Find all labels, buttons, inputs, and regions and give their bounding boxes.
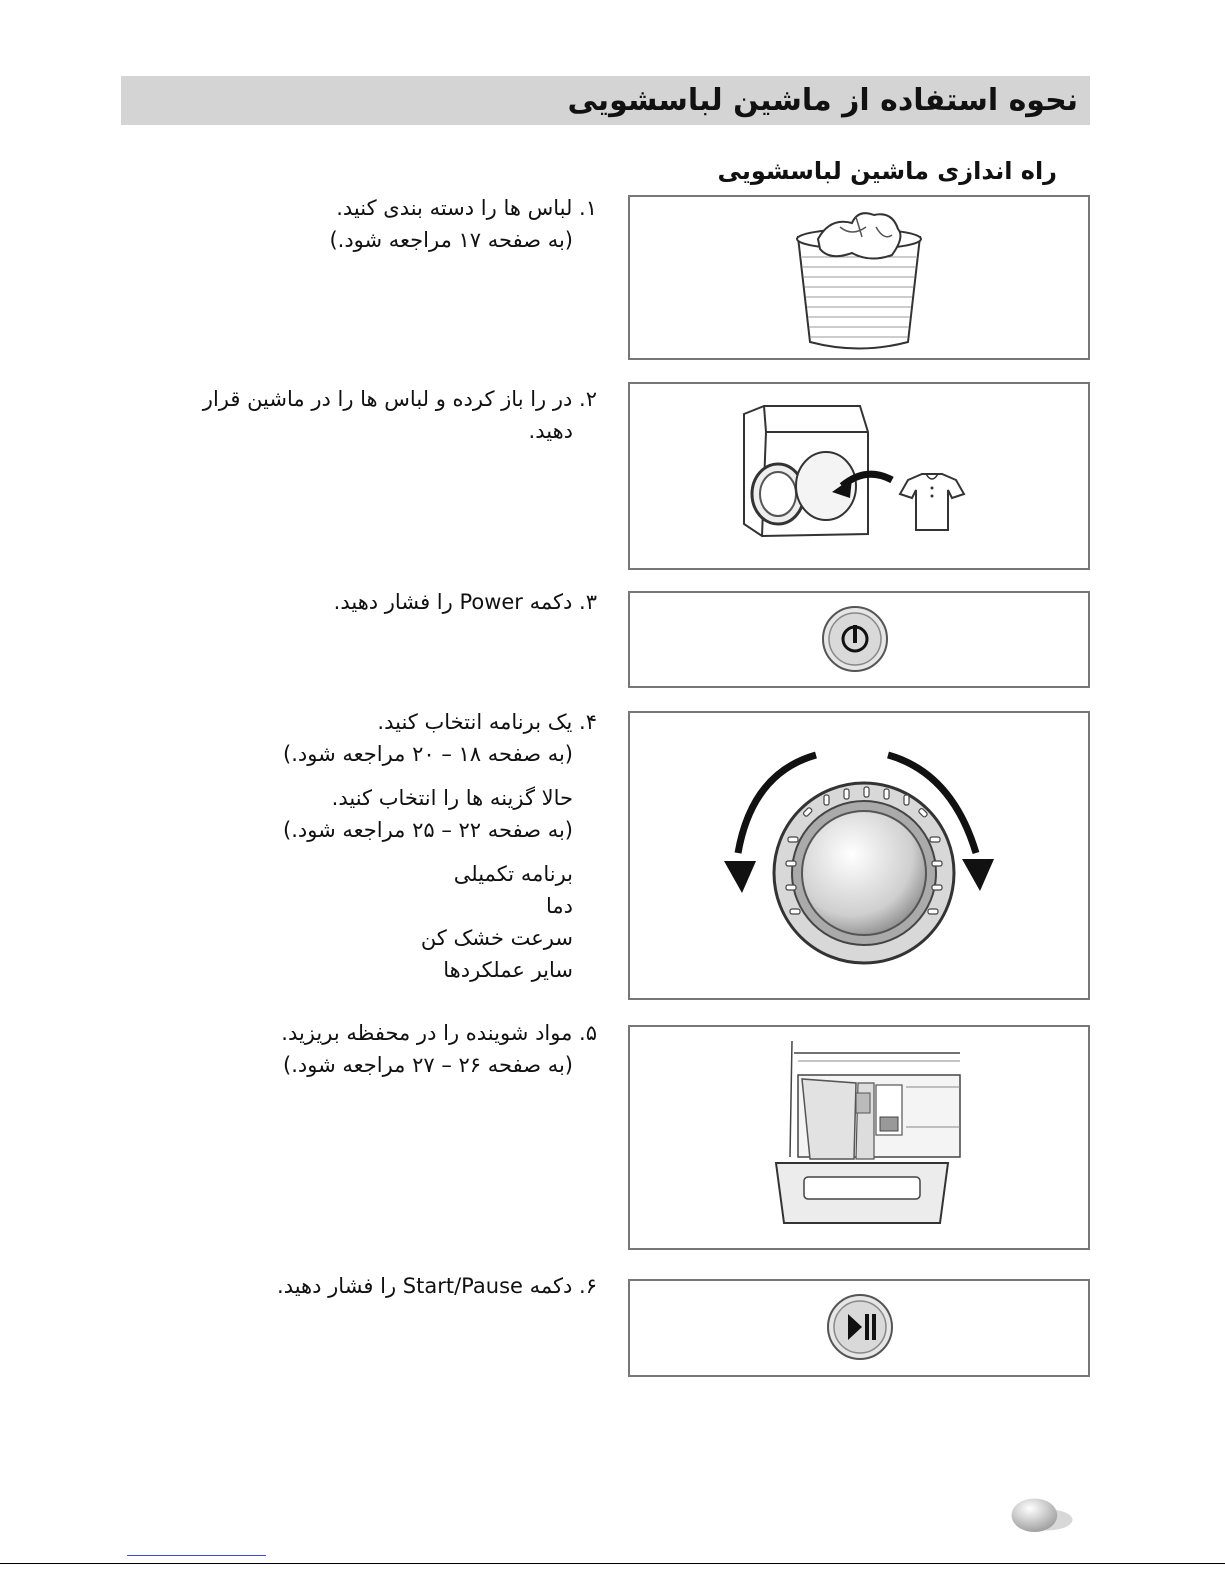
step-5-line-1: ۵. مواد شوینده را در محفظه بریزید. [281, 1021, 597, 1045]
detergent-drawer-icon [630, 1027, 1088, 1248]
step-4-option-4: سایر عملکردها [443, 958, 573, 982]
step-4-line-3: حالا گزینه ها را انتخاب کنید. [331, 786, 573, 810]
step-2-text [203, 383, 597, 447]
step-6-text [277, 1270, 597, 1302]
header-bar [121, 76, 1090, 125]
step-5-frame [628, 1025, 1090, 1250]
step-1-line-1: ۱. لباس ها را دسته بندی کنید. [336, 196, 597, 220]
washer-door-loading-icon [630, 384, 1088, 568]
step-5-text [281, 1017, 597, 1081]
program-dial-icon [630, 713, 1088, 998]
step-1-line-2: (به صفحه ۱۷ مراجعه شود.) [329, 228, 573, 252]
step-3-line-1: ۳. دکمه Power را فشار دهید. [333, 590, 597, 614]
power-button-icon [630, 593, 1088, 686]
step-4-option-1: برنامه تکمیلی [453, 862, 573, 886]
footer-link-underline [127, 1555, 266, 1556]
step-4-text [283, 706, 597, 986]
page-number-badge [1010, 1493, 1074, 1539]
section-title: راه اندازی ماشین لباسشویی [717, 157, 1057, 185]
step-2-line-2: دهید. [528, 419, 573, 443]
step-3-frame [628, 591, 1090, 688]
step-4-frame [628, 711, 1090, 1000]
step-4-option-3: سرعت خشک کن [420, 926, 573, 950]
step-4-option-2: دما [546, 894, 573, 918]
step-2-frame [628, 382, 1090, 570]
footer-rule [0, 1563, 1225, 1564]
step-4-line-2: (به صفحه ۱۸ – ۲۰ مراجعه شود.) [283, 742, 573, 766]
step-3-text [334, 586, 597, 618]
step-4-line-1: ۴. یک برنامه انتخاب کنید. [377, 710, 597, 734]
step-5-line-2: (به صفحه ۲۶ – ۲۷ مراجعه شود.) [283, 1053, 573, 1077]
page-title: نحوه استفاده از ماشین لباسشویی [567, 83, 1078, 118]
step-1-frame [628, 195, 1090, 360]
step-6-frame [628, 1279, 1090, 1377]
start-pause-button-icon [630, 1281, 1088, 1375]
step-6-line-1: ۶. دکمه Start/Pause را فشار دهید. [277, 1274, 597, 1298]
step-2-line-1: ۲. در را باز کرده و لباس ها را در ماشین قرار [202, 387, 597, 411]
step-1-text [329, 192, 597, 256]
step-4-line-4: (به صفحه ۲۲ – ۲۵ مراجعه شود.) [283, 818, 573, 842]
laundry-basket-icon [630, 197, 1088, 358]
